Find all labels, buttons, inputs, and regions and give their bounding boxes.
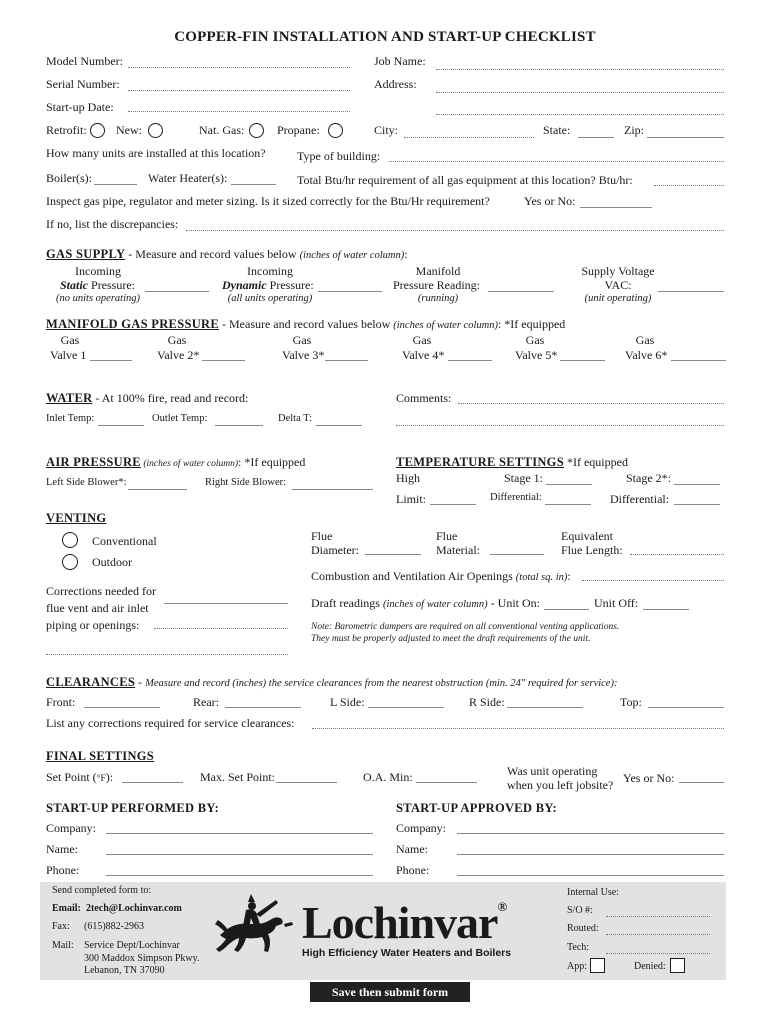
job-name-label: Job Name: (374, 54, 426, 68)
email-link[interactable]: 2tech@Lochinvar.com (86, 903, 182, 914)
rear-label: Rear: (193, 695, 219, 709)
mail-label: Mail: (52, 940, 74, 951)
clearance-corrections-label: List any corrections required for service clearances: (46, 716, 295, 730)
approved-name-field[interactable] (457, 854, 724, 855)
vac-field[interactable] (658, 291, 724, 292)
combustion-label: Combustion and Ventilation Air Openings (total sq. in): (311, 569, 571, 583)
valve-5-label: Valve 5* (515, 348, 558, 362)
new-radio[interactable] (148, 123, 163, 138)
set-point-label: Set Point (°F): (46, 770, 114, 784)
valve-3-gas-label: Gas (292, 333, 312, 347)
denied-checkbox[interactable] (670, 958, 685, 973)
routed-label: Routed: (567, 923, 599, 934)
valve-2-field[interactable] (202, 360, 245, 361)
vac-label: VAC: (604, 278, 632, 292)
valve-3-field[interactable] (325, 360, 368, 361)
new-label: New: (116, 123, 142, 137)
flue-diameter-label: Diameter: (311, 543, 359, 557)
performed-company-field[interactable] (106, 833, 373, 834)
valve-2-label: Valve 2* (157, 348, 200, 362)
r-side-field[interactable] (507, 707, 583, 708)
approved-phone-label: Phone: (396, 863, 430, 877)
outdoor-label: Outdoor (92, 555, 132, 569)
address-label: Address: (374, 77, 417, 91)
valve-6-gas-label: Gas (635, 333, 655, 347)
flue-material-label-1: Flue (436, 529, 458, 543)
total-btu-label: Total Btu/hr requirement of all gas equipment at this location? Btu/hr: (297, 173, 633, 187)
approved-phone-field[interactable] (457, 875, 724, 876)
valve-4-field[interactable] (448, 360, 492, 361)
model-number-field[interactable] (128, 67, 350, 68)
temperature-heading: TEMPERATURE SETTINGS *If equipped (396, 455, 628, 469)
manifold-heading: MANIFOLD GAS PRESSURE - Measure and record values below (inches of water column): *If equipped (46, 317, 566, 331)
l-side-label: L Side: (330, 695, 365, 709)
delta-t-label: Delta T: (278, 413, 312, 424)
valve-1-label: Valve 1 (50, 348, 87, 362)
fax-label: Fax: (52, 921, 70, 932)
max-set-point-field[interactable] (276, 782, 337, 783)
send-to-label: Send completed form to: (52, 885, 152, 896)
final-settings-heading: FINAL SETTINGS (46, 749, 155, 763)
static-pressure-note: (no units operating) (56, 293, 140, 304)
valve-4-label: Valve 4* (402, 348, 445, 362)
oa-min-field[interactable] (416, 782, 477, 783)
serial-number-field[interactable] (128, 90, 350, 91)
performed-phone-label: Phone: (46, 863, 80, 877)
equivalent-label: Equivalent (561, 529, 613, 543)
valve-5-field[interactable] (560, 360, 605, 361)
city-label: City: (374, 123, 399, 137)
so-number-field[interactable] (606, 916, 710, 917)
stage-2-field[interactable] (674, 484, 720, 485)
static-incoming-label: Incoming (75, 264, 121, 278)
internal-use-label: Internal Use: (567, 887, 619, 898)
tech-label: Tech: (567, 942, 590, 953)
outdoor-radio[interactable] (62, 554, 78, 570)
inspect-yes-no-label: Yes or No: (524, 194, 576, 208)
conventional-radio[interactable] (62, 532, 78, 548)
state-label: State: (543, 123, 571, 137)
draft-unit-off-field[interactable] (643, 609, 689, 610)
comments-field[interactable] (458, 403, 724, 404)
valve-6-field[interactable] (671, 360, 726, 361)
inspect-question: Inspect gas pipe, regulator and meter sizing. Is it sized correctly for the Btu/Hr requirement? (46, 194, 490, 208)
stage-2-label: Stage 2*: (626, 471, 671, 485)
water-heading: WATER - At 100% fire, read and record: (46, 391, 249, 405)
fax-value: (615)882-2963 (84, 921, 144, 932)
right-blower-label: Right Side Blower: (205, 477, 287, 488)
app-checkbox[interactable] (590, 958, 605, 973)
discrepancies-label: If no, list the discrepancies: (46, 217, 179, 231)
pressure-reading-label: Pressure Reading: (393, 278, 480, 292)
flue-diameter-field[interactable] (365, 554, 421, 555)
operating-yes-no-field[interactable] (679, 782, 724, 783)
right-blower-field[interactable] (292, 489, 373, 490)
outlet-temp-label: Outlet Temp: (152, 413, 208, 424)
retrofit-label: Retrofit: (46, 123, 87, 137)
units-question: How many units are installed at this location? (46, 146, 266, 160)
retrofit-radio[interactable] (90, 123, 105, 138)
supply-voltage-label: Supply Voltage (581, 264, 655, 278)
vac-note: (unit operating) (584, 293, 652, 304)
r-side-label: R Side: (469, 695, 505, 709)
corrections-field-2[interactable] (154, 628, 288, 629)
barometric-note-1: Note: Barometric dampers are required on all conventional venting applications. (311, 622, 620, 632)
oa-min-label: O.A. Min: (363, 770, 413, 784)
inlet-temp-label: Inlet Temp: (46, 413, 95, 424)
dynamic-pressure-note: (all units operating) (227, 293, 313, 304)
flue-length-field[interactable] (630, 554, 724, 555)
air-pressure-heading: AIR PRESSURE (inches of water column): *If equipped (46, 455, 306, 469)
corrections-field-1[interactable] (164, 603, 288, 604)
differential-1-field[interactable] (545, 504, 591, 505)
approved-company-field[interactable] (457, 833, 724, 834)
gas-supply-heading: GAS SUPPLY - Measure and record values below (inches of water column): (46, 247, 408, 261)
corrections-label-2: flue vent and air inlet (46, 601, 149, 615)
pressure-reading-note: (running) (417, 293, 459, 304)
nat-gas-radio[interactable] (249, 123, 264, 138)
approved-name-label: Name: (396, 842, 428, 856)
corrections-label-1: Corrections needed for (46, 584, 156, 598)
performed-company-label: Company: (46, 821, 96, 835)
lochinvar-wordmark: Lochinvar® (302, 897, 507, 948)
total-btu-field[interactable] (654, 185, 724, 186)
was-operating-label-2: when you left jobsite? (507, 778, 614, 792)
valve-5-gas-label: Gas (525, 333, 545, 347)
valve-3-label: Valve 3* (282, 348, 325, 362)
mail-line-1: Service Dept/Lochinvar (84, 940, 180, 951)
routed-field[interactable] (606, 934, 710, 935)
nat-gas-label: Nat. Gas: (199, 123, 245, 137)
stage-1-label: Stage 1: (504, 471, 543, 485)
zip-field[interactable] (647, 137, 724, 138)
address-field[interactable] (436, 92, 724, 93)
address-field-2[interactable] (436, 114, 724, 115)
page-title: COPPER-FIN INSTALLATION AND START-UP CHECKLIST (174, 29, 596, 45)
front-field[interactable] (84, 707, 160, 708)
limit-label: Limit: (396, 492, 426, 506)
flue-material-field[interactable] (490, 554, 544, 555)
inlet-temp-field[interactable] (98, 425, 144, 426)
tech-field[interactable] (606, 953, 710, 954)
top-label: Top: (620, 695, 642, 709)
left-blower-label: Left Side Blower*: (46, 477, 127, 488)
was-operating-label-1: Was unit operating (507, 764, 598, 778)
flue-length-label: Flue Length: (561, 543, 623, 557)
propane-radio[interactable] (328, 123, 343, 138)
clearances-heading: CLEARANCES - Measure and record (inches) the service clearances from the nearest obstruction (min. 24" required for service): (46, 675, 618, 689)
performed-name-field[interactable] (106, 854, 373, 855)
so-number-label: S/O #: (567, 905, 593, 916)
zip-label: Zip: (624, 123, 644, 137)
rear-field[interactable] (225, 707, 301, 708)
set-point-field[interactable] (122, 782, 183, 783)
differential-2-label: Differential: (610, 492, 670, 506)
valve-1-field[interactable] (90, 360, 132, 361)
barometric-note-2: They must be properly adjusted to meet the draft requirements of the unit. (311, 634, 591, 644)
differential-2-field[interactable] (674, 504, 720, 505)
performed-by-heading: START-UP PERFORMED BY: (46, 801, 220, 815)
left-blower-field[interactable] (128, 489, 187, 490)
discrepancies-field[interactable] (186, 230, 724, 231)
clearance-corrections-field[interactable] (312, 728, 724, 729)
top-field[interactable] (648, 707, 724, 708)
draft-label: Draft readings (inches of water column) - Unit On: (311, 596, 541, 610)
water-heaters-field[interactable] (231, 184, 276, 185)
performed-phone-field[interactable] (106, 875, 373, 876)
startup-date-label: Start-up Date: (46, 100, 114, 114)
combustion-field[interactable] (582, 580, 724, 581)
job-name-field[interactable] (436, 69, 724, 70)
tagline: High Efficiency Water Heaters and Boilers (302, 947, 512, 959)
static-pressure-field[interactable] (145, 291, 209, 292)
model-number-label: Model Number: (46, 54, 123, 68)
corrections-field-3[interactable] (46, 654, 288, 655)
valve-4-gas-label: Gas (412, 333, 432, 347)
venting-heading: VENTING (46, 511, 107, 525)
comments-label: Comments: (396, 391, 452, 405)
dynamic-pressure-field[interactable] (318, 291, 382, 292)
valve-6-label: Valve 6* (625, 348, 668, 362)
propane-label: Propane: (277, 123, 320, 137)
flue-diameter-label-1: Flue (311, 529, 333, 543)
operating-yes-no-label: Yes or No: (623, 771, 675, 785)
type-building-field[interactable] (389, 161, 724, 162)
boilers-label: Boiler(s): (46, 171, 92, 185)
boilers-field[interactable] (94, 184, 137, 185)
static-pressure-label: Static Pressure: (60, 278, 136, 292)
comments-field-2[interactable] (396, 425, 724, 426)
city-field[interactable] (404, 137, 534, 138)
type-building-label: Type of building: (297, 149, 381, 163)
draft-unit-on-field[interactable] (544, 609, 589, 610)
pressure-reading-field[interactable] (488, 291, 554, 292)
max-set-point-label: Max. Set Point: (200, 770, 276, 784)
valve-2-gas-label: Gas (167, 333, 187, 347)
denied-label: Denied: (634, 961, 666, 972)
outlet-temp-field[interactable] (215, 425, 263, 426)
valve-1-gas-label: Gas (60, 333, 80, 347)
email-label: Email: (52, 903, 81, 914)
delta-t-field[interactable] (316, 425, 362, 426)
approved-company-label: Company: (396, 821, 446, 835)
approved-by-heading: START-UP APPROVED BY: (396, 801, 557, 815)
limit-field[interactable] (430, 504, 476, 505)
performed-name-label: Name: (46, 842, 78, 856)
dynamic-incoming-label: Incoming (247, 264, 293, 278)
startup-date-field[interactable] (128, 111, 350, 112)
submit-button[interactable]: Save then submit form (310, 982, 470, 1002)
state-field[interactable] (578, 137, 614, 138)
high-label: High (396, 471, 420, 485)
differential-1-label: Differential: (490, 492, 542, 503)
serial-number-label: Serial Number: (46, 77, 120, 91)
water-heaters-label: Water Heater(s): (148, 171, 228, 185)
flue-material-label: Material: (436, 543, 480, 557)
inspect-yes-no-field[interactable] (580, 207, 652, 208)
app-label: App: (567, 961, 587, 972)
corrections-label-3: piping or openings: (46, 618, 140, 632)
dynamic-pressure-label: Dynamic Pressure: (222, 278, 314, 292)
manifold-reading-label: Manifold (415, 264, 461, 278)
conventional-label: Conventional (92, 534, 157, 548)
draft-unit-off-label: Unit Off: (594, 596, 639, 610)
mail-line-2: 300 Maddox Simpson Pkwy. (84, 953, 200, 964)
horse-rider-logo-icon (208, 890, 306, 964)
l-side-field[interactable] (368, 707, 444, 708)
mail-line-3: Lebanon, TN 37090 (84, 965, 165, 976)
stage-1-field[interactable] (546, 484, 592, 485)
front-label: Front: (46, 695, 76, 709)
